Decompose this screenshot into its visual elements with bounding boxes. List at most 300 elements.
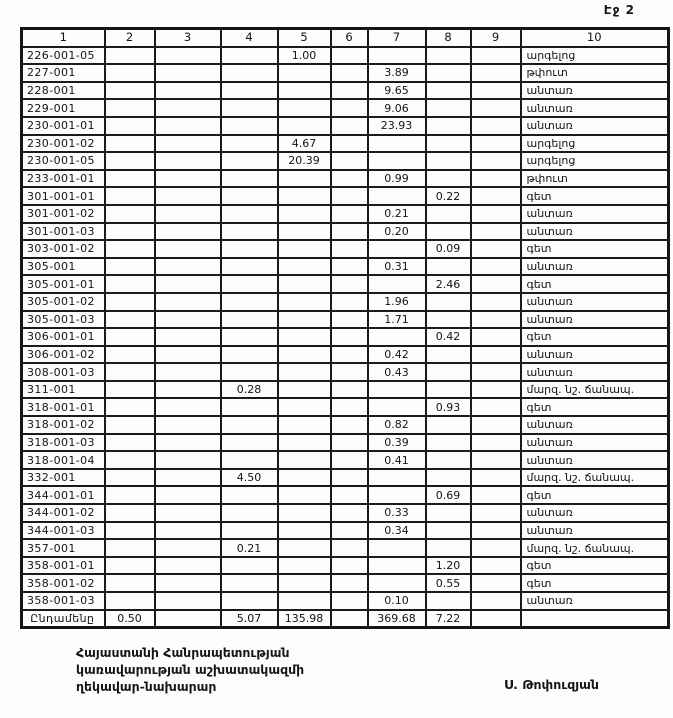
cell: 306-001-01: [22, 328, 105, 346]
cell: [278, 592, 331, 610]
cell: [331, 398, 368, 416]
cell: [278, 205, 331, 223]
cell: [155, 398, 221, 416]
cell: 357-001: [22, 539, 105, 557]
cell: [221, 187, 278, 205]
cell: անտառ: [521, 223, 669, 241]
column-header-7: 7: [368, 29, 426, 47]
cell: [155, 504, 221, 522]
cell: [471, 170, 521, 188]
cell: 23.93: [368, 117, 426, 135]
cell: [221, 240, 278, 258]
cell: [155, 363, 221, 381]
cell: անտառ: [521, 293, 669, 311]
cell: [368, 486, 426, 504]
cell: [155, 117, 221, 135]
cell: [471, 486, 521, 504]
cell: [221, 522, 278, 540]
table-row: [22, 240, 669, 258]
cell: մարզ. նշ. ճանապ.: [521, 539, 669, 557]
cell: 9.65: [368, 82, 426, 100]
cell: [471, 592, 521, 610]
cell: [105, 223, 155, 241]
cell: [426, 416, 471, 434]
total-cell: Ընդամենը: [22, 610, 105, 628]
cell: [331, 522, 368, 540]
cell: [221, 574, 278, 592]
cell: [471, 223, 521, 241]
table-row: [22, 398, 669, 416]
cell: [471, 47, 521, 65]
cell: 0.43: [368, 363, 426, 381]
cell: [155, 381, 221, 399]
cell: [471, 416, 521, 434]
cell: [471, 82, 521, 100]
cell: [278, 416, 331, 434]
cell: [471, 381, 521, 399]
cell: [155, 187, 221, 205]
cell: [155, 522, 221, 540]
cell: [368, 275, 426, 293]
cell: գետ: [521, 574, 669, 592]
cell: [471, 363, 521, 381]
table-row: [22, 557, 669, 575]
cell: [221, 311, 278, 329]
cell: [278, 469, 331, 487]
cell: [331, 187, 368, 205]
cell: 0.82: [368, 416, 426, 434]
cell: [155, 223, 221, 241]
cell: [426, 135, 471, 153]
cell: 3.89: [368, 64, 426, 82]
cell: [471, 135, 521, 153]
cell: [221, 82, 278, 100]
table-row: [22, 363, 669, 381]
cell: [471, 574, 521, 592]
total-cell: 0.50: [105, 610, 155, 628]
table-row: [22, 275, 669, 293]
cell: [105, 135, 155, 153]
cell: անտառ: [521, 416, 669, 434]
cell: [155, 539, 221, 557]
cell: 0.33: [368, 504, 426, 522]
cell: [278, 328, 331, 346]
cell: [331, 539, 368, 557]
cell: [221, 135, 278, 153]
cell: [471, 522, 521, 540]
cell: [221, 346, 278, 364]
cell: [105, 486, 155, 504]
cell: [155, 205, 221, 223]
table-row: [22, 592, 669, 610]
cell: [331, 574, 368, 592]
cell: [426, 311, 471, 329]
cell: [221, 275, 278, 293]
cell: [155, 258, 221, 276]
table-row: [22, 205, 669, 223]
cell: [278, 187, 331, 205]
cell: [105, 574, 155, 592]
cell: [471, 275, 521, 293]
cell: 0.55: [426, 574, 471, 592]
cell: 0.22: [426, 187, 471, 205]
cell: [105, 363, 155, 381]
column-header-4: 4: [221, 29, 278, 47]
cell: [221, 293, 278, 311]
table-row: [22, 346, 669, 364]
cell: [471, 451, 521, 469]
cell: [155, 170, 221, 188]
cell: [331, 381, 368, 399]
table-row: [22, 328, 669, 346]
cell: [105, 311, 155, 329]
cell: [155, 346, 221, 364]
cell: 1.20: [426, 557, 471, 575]
cell: 0.39: [368, 434, 426, 452]
table-row: [22, 170, 669, 188]
column-header-8: 8: [426, 29, 471, 47]
cell: 308-001-03: [22, 363, 105, 381]
cell: [426, 451, 471, 469]
cell: գետ: [521, 187, 669, 205]
cell: [105, 469, 155, 487]
cell: 0.31: [368, 258, 426, 276]
table-row: [22, 434, 669, 452]
issuer-line-1: Հայաստանի Հանրապետության: [76, 645, 290, 660]
cell: [331, 223, 368, 241]
cell: [426, 99, 471, 117]
cell: 301-001-03: [22, 223, 105, 241]
cell: [221, 170, 278, 188]
land-parcels-table: [20, 27, 670, 629]
cell: 0.42: [426, 328, 471, 346]
cell: [471, 240, 521, 258]
cell: [471, 117, 521, 135]
cell: [155, 240, 221, 258]
total-cell: [155, 610, 221, 628]
cell: 230-001-05: [22, 152, 105, 170]
cell: [471, 205, 521, 223]
cell: մարզ. նշ. ճանապ.: [521, 381, 669, 399]
cell: [105, 275, 155, 293]
cell: անտառ: [521, 434, 669, 452]
cell: [331, 416, 368, 434]
cell: 305-001-01: [22, 275, 105, 293]
cell: [105, 557, 155, 575]
cell: [155, 574, 221, 592]
total-cell: 5.07: [221, 610, 278, 628]
table-row: [22, 258, 669, 276]
cell: [471, 293, 521, 311]
cell: 344-001-01: [22, 486, 105, 504]
cell: [105, 64, 155, 82]
cell: [221, 99, 278, 117]
cell: [278, 451, 331, 469]
cell: 0.99: [368, 170, 426, 188]
column-header-5: 5: [278, 29, 331, 47]
column-header-10: 10: [521, 29, 669, 47]
cell: [105, 434, 155, 452]
cell: [155, 99, 221, 117]
cell: [221, 416, 278, 434]
cell: [105, 240, 155, 258]
column-header-1: 1: [22, 29, 105, 47]
cell: 0.21: [368, 205, 426, 223]
column-header-2: 2: [105, 29, 155, 47]
cell: գետ: [521, 328, 669, 346]
cell: [105, 152, 155, 170]
cell: [426, 504, 471, 522]
table-row: [22, 381, 669, 399]
table-row: [22, 539, 669, 557]
cell: 344-001-02: [22, 504, 105, 522]
cell: [278, 381, 331, 399]
cell: 0.28: [221, 381, 278, 399]
cell: [105, 539, 155, 557]
cell: թփուտ: [521, 170, 669, 188]
table-row: [22, 135, 669, 153]
cell: [471, 152, 521, 170]
cell: 301-001-01: [22, 187, 105, 205]
cell: [331, 82, 368, 100]
cell: [331, 469, 368, 487]
cell: 4.67: [278, 135, 331, 153]
cell: 1.96: [368, 293, 426, 311]
cell: [105, 328, 155, 346]
cell: [368, 539, 426, 557]
table-row: [22, 504, 669, 522]
cell: 1.00: [278, 47, 331, 65]
table-row: [22, 117, 669, 135]
cell: [278, 82, 331, 100]
cell: [155, 82, 221, 100]
cell: [221, 223, 278, 241]
cell: [278, 64, 331, 82]
cell: 305-001-03: [22, 311, 105, 329]
cell: [155, 275, 221, 293]
cell: [278, 486, 331, 504]
cell: 303-001-02: [22, 240, 105, 258]
cell: [105, 205, 155, 223]
cell: [426, 434, 471, 452]
cell: գետ: [521, 557, 669, 575]
total-cell: 135.98: [278, 610, 331, 628]
cell: [155, 434, 221, 452]
cell: [471, 99, 521, 117]
cell: [221, 592, 278, 610]
cell: [221, 47, 278, 65]
signatory-name: Ս. Թոփուզյան: [504, 677, 599, 692]
cell: 1.71: [368, 311, 426, 329]
cell: [331, 363, 368, 381]
cell: [471, 434, 521, 452]
cell: [155, 469, 221, 487]
cell: 305-001: [22, 258, 105, 276]
cell: 318-001-02: [22, 416, 105, 434]
cell: [278, 240, 331, 258]
cell: [471, 398, 521, 416]
cell: 229-001: [22, 99, 105, 117]
cell: 2.46: [426, 275, 471, 293]
cell: արգելոց: [521, 47, 669, 65]
cell: [278, 363, 331, 381]
table-row: [22, 99, 669, 117]
cell: [426, 82, 471, 100]
total-cell: [331, 610, 368, 628]
cell: գետ: [521, 275, 669, 293]
cell: [155, 592, 221, 610]
cell: [471, 469, 521, 487]
cell: [155, 486, 221, 504]
cell: [368, 328, 426, 346]
cell: [221, 152, 278, 170]
cell: [426, 346, 471, 364]
cell: 9.06: [368, 99, 426, 117]
cell: [105, 47, 155, 65]
cell: [331, 170, 368, 188]
cell: [105, 117, 155, 135]
cell: [278, 398, 331, 416]
cell: [278, 99, 331, 117]
cell: [331, 451, 368, 469]
cell: [368, 574, 426, 592]
cell: [471, 311, 521, 329]
cell: [426, 258, 471, 276]
table-row: [22, 82, 669, 100]
cell: անտառ: [521, 346, 669, 364]
cell: [105, 398, 155, 416]
cell: 227-001: [22, 64, 105, 82]
cell: [426, 64, 471, 82]
table-row: [22, 223, 669, 241]
cell: [221, 205, 278, 223]
cell: [331, 47, 368, 65]
cell: [471, 64, 521, 82]
cell: [221, 486, 278, 504]
cell: [331, 311, 368, 329]
cell: անտառ: [521, 258, 669, 276]
cell: [426, 381, 471, 399]
cell: [221, 258, 278, 276]
cell: 233-001-01: [22, 170, 105, 188]
cell: [221, 504, 278, 522]
cell: 305-001-02: [22, 293, 105, 311]
cell: 0.20: [368, 223, 426, 241]
table-row: [22, 311, 669, 329]
cell: [368, 398, 426, 416]
cell: [278, 258, 331, 276]
cell: 230-001-01: [22, 117, 105, 135]
cell: անտառ: [521, 592, 669, 610]
cell: [105, 170, 155, 188]
header-row: [22, 29, 669, 47]
cell: [221, 64, 278, 82]
cell: [331, 504, 368, 522]
cell: 20.39: [278, 152, 331, 170]
cell: [471, 504, 521, 522]
cell: [331, 557, 368, 575]
cell: [426, 117, 471, 135]
cell: [331, 434, 368, 452]
cell: 0.41: [368, 451, 426, 469]
cell: [471, 346, 521, 364]
cell: [368, 135, 426, 153]
column-header-9: 9: [471, 29, 521, 47]
cell: [221, 117, 278, 135]
cell: [278, 223, 331, 241]
cell: [155, 311, 221, 329]
issuer-line-3: ղեկավար-նախարար: [76, 679, 217, 694]
cell: [331, 346, 368, 364]
cell: [278, 539, 331, 557]
table-row: [22, 187, 669, 205]
cell: 311-001: [22, 381, 105, 399]
cell: [471, 258, 521, 276]
cell: [368, 557, 426, 575]
cell: [331, 275, 368, 293]
cell: [368, 187, 426, 205]
cell: [331, 152, 368, 170]
table-row: [22, 152, 669, 170]
cell: անտառ: [521, 363, 669, 381]
cell: [221, 363, 278, 381]
cell: [105, 82, 155, 100]
cell: [278, 346, 331, 364]
column-header-3: 3: [155, 29, 221, 47]
cell: 344-001-03: [22, 522, 105, 540]
cell: [155, 451, 221, 469]
cell: [426, 522, 471, 540]
cell: [278, 293, 331, 311]
cell: անտառ: [521, 504, 669, 522]
cell: [471, 328, 521, 346]
cell: գետ: [521, 398, 669, 416]
cell: [278, 275, 331, 293]
cell: [278, 170, 331, 188]
cell: [155, 557, 221, 575]
cell: 358-001-01: [22, 557, 105, 575]
table-row: [22, 293, 669, 311]
cell: [331, 293, 368, 311]
cell: [105, 346, 155, 364]
table-row: [22, 574, 669, 592]
cell: [155, 152, 221, 170]
cell: 306-001-02: [22, 346, 105, 364]
issuer-title-block: [76, 644, 304, 695]
table-row: [22, 469, 669, 487]
cell: [426, 363, 471, 381]
issuer-line-2: կառավարության աշխատակազմի: [76, 662, 305, 677]
cell: [105, 522, 155, 540]
total-cell: 369.68: [368, 610, 426, 628]
page-number-label: Էջ 2: [603, 3, 635, 17]
cell: [426, 152, 471, 170]
cell: 0.42: [368, 346, 426, 364]
cell: [331, 258, 368, 276]
cell: 0.69: [426, 486, 471, 504]
table-row: [22, 64, 669, 82]
cell: արգելոց: [521, 135, 669, 153]
cell: թփուտ: [521, 64, 669, 82]
cell: անտառ: [521, 205, 669, 223]
cell: [155, 47, 221, 65]
cell: [105, 381, 155, 399]
cell: [155, 135, 221, 153]
cell: 230-001-02: [22, 135, 105, 153]
cell: արգելոց: [521, 152, 669, 170]
cell: [368, 47, 426, 65]
cell: [368, 152, 426, 170]
